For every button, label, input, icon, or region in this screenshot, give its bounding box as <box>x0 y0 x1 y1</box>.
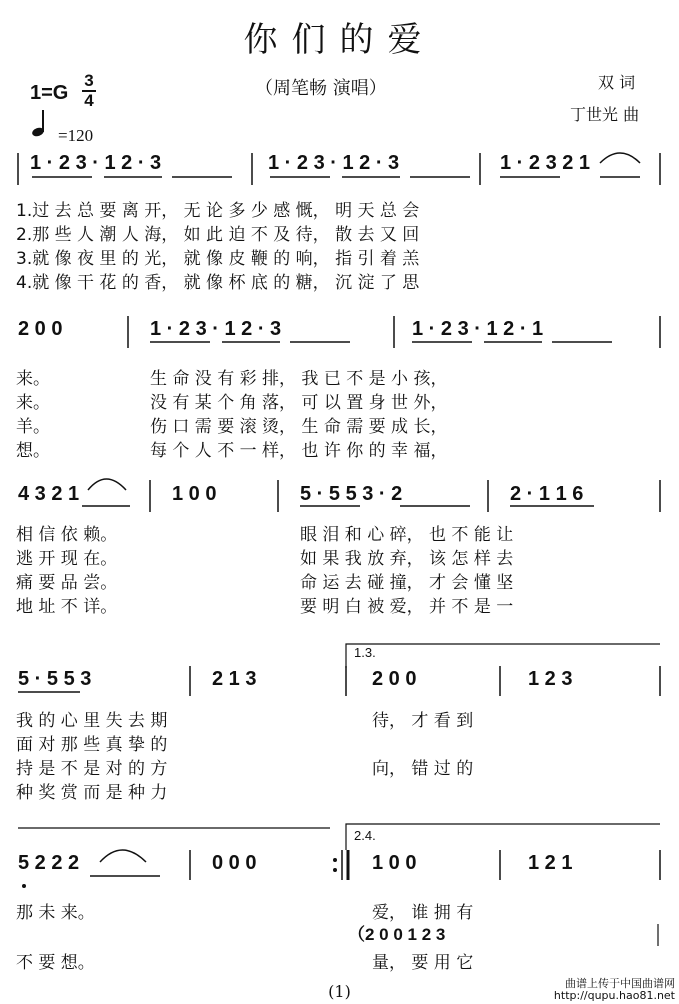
verse-2-line-1: 2.那 些 人 潮 人 海， 如 此 迫 不 及 待， 散 去 又 回 <box>16 225 420 245</box>
notation-bar-18: 1 2 1 <box>528 852 573 874</box>
page-number: (1) <box>328 982 351 1001</box>
verse-1-line-3a: 相 信 依 赖。 <box>16 525 118 545</box>
system-5-lines <box>0 820 679 890</box>
alternate-notation: （2 0 0 1 2 3 <box>348 925 446 944</box>
key-signature: 1=G <box>30 82 69 104</box>
watermark <box>554 978 675 1002</box>
system-3-lines <box>0 470 679 516</box>
volta-2: 2.4. <box>354 828 376 843</box>
verse-3-line-5b: 量， 要 用 它 <box>372 953 474 973</box>
tempo-marking: =120 <box>58 126 94 145</box>
notation-bar-14: 1 2 3 <box>528 668 573 690</box>
verse-1-line-5a: 那 未 来。 <box>16 903 95 923</box>
verse-3-line-3a: 痛 要 品 尝。 <box>16 573 118 593</box>
verse-4-line-2b: 每 个 人 不 一 样， 也 许 你 的 幸 福， <box>150 441 448 461</box>
composer-credit: 丁世光 曲 <box>570 105 640 124</box>
verse-3-line-2a: 羊。 <box>16 417 50 437</box>
volta-1: 1.3. <box>354 645 376 660</box>
notation-bar-4: 2 0 0 <box>18 318 63 340</box>
verse-1-line-3b: 眼 泪 和 心 碎， 也 不 能 让 <box>300 525 514 545</box>
verse-2-line-2b: 没 有 某 个 角 落， 可 以 置 身 世 外， <box>150 393 448 413</box>
verse-4-line-1: 4.就 像 干 花 的 香， 就 像 杯 底 的 糖， 沉 淀 了 思 <box>16 273 420 293</box>
verse-3-line-1: 3.就 像 夜 里 的 光， 就 像 皮 鞭 的 响， 指 引 着 羔 <box>16 249 420 269</box>
lyricist-credit: 双 词 <box>598 73 636 92</box>
performer-credit: （周笔畅 演唱） <box>255 78 387 99</box>
time-signature-denominator: 4 <box>84 91 94 110</box>
verse-2-line-2a: 来。 <box>16 393 50 413</box>
verse-1-line-2b: 生 命 没 有 彩 排， 我 已 不 是 小 孩， <box>150 369 448 389</box>
notation-bar-3: 1 · 2 3 2 1 <box>500 152 591 174</box>
notation-bar-7: 4 3 2 1 <box>18 483 80 505</box>
quarter-note-stem <box>42 110 44 132</box>
verse-3-line-2b: 伤 口 需 要 滚 烫， 生 命 需 要 成 长， <box>150 417 448 437</box>
verse-1-line-2a: 来。 <box>16 369 50 389</box>
notation-bar-10: 2 · 1 1 6 <box>510 483 584 505</box>
time-signature-numerator: 3 <box>84 71 94 90</box>
verse-4-line-4a: 种 奖 赏 而 是 种 力 <box>16 783 168 803</box>
notation-bar-17: 1 0 0 <box>372 852 417 874</box>
verse-2-line-3a: 逃 开 现 在。 <box>16 549 118 569</box>
verse-2-line-4a: 面 对 那 些 真 挚 的 <box>16 735 168 755</box>
watermark-line-2: http://qupu.hao81.net <box>553 989 675 1002</box>
notation-bar-6: 1 · 2 3 · 1 2 · 1 <box>412 318 544 340</box>
verse-1-line-4b: 待， 才 看 到 <box>372 711 474 731</box>
notation-bar-2: 1 · 2 3 · 1 2 · 3 <box>268 152 400 174</box>
alternate-notation-end-bar <box>640 920 670 950</box>
verse-3-line-4b: 向， 错 过 的 <box>372 759 474 779</box>
notation-bar-1: 1 · 2 3 · 1 2 · 3 <box>30 152 162 174</box>
system-4-lines <box>0 640 679 700</box>
verse-1-line-4a: 我 的 心 里 失 去 期 <box>16 711 168 731</box>
watermark-line-1: 曲谱上传于中国曲谱网 <box>565 977 675 990</box>
notation-bar-8: 1 0 0 <box>172 483 217 505</box>
verse-1-line-1: 1.过 去 总 要 离 开， 无 论 多 少 感 慨， 明 天 总 会 <box>16 201 420 221</box>
verse-3-line-3b: 命 运 去 碰 撞， 才 会 懂 坚 <box>300 573 514 593</box>
notation-bar-9: 5 · 5 5 3 · 2 <box>300 483 403 505</box>
verse-4-line-2a: 想。 <box>16 441 50 461</box>
notation-bar-11: 5 · 5 5 3 <box>18 668 92 690</box>
notation-bar-5: 1 · 2 3 · 1 2 · 3 <box>150 318 282 340</box>
verse-3-line-4a: 持 是 不 是 对 的 方 <box>16 759 168 779</box>
verse-1-line-5b: 爱， 谁 拥 有 <box>372 903 474 923</box>
notation-bar-13: 2 0 0 <box>372 668 417 690</box>
notation-bar-15: 5 2 2 2 <box>18 852 80 874</box>
song-title: 你们的爱 <box>243 20 436 60</box>
verse-2-line-3b: 如 果 我 放 弃， 该 怎 样 去 <box>300 549 514 569</box>
verse-3-line-5a: 不 要 想。 <box>16 953 95 973</box>
notation-bar-16: 0 0 0 <box>212 852 257 874</box>
verse-4-line-3a: 地 址 不 详。 <box>16 597 118 617</box>
system-1-lines <box>0 145 679 195</box>
notation-bar-12: 2 1 3 <box>212 668 257 690</box>
system-2-lines <box>0 312 679 352</box>
verse-4-line-3b: 要 明 白 被 爱， 并 不 是 一 <box>300 597 514 617</box>
time-signature <box>82 72 96 109</box>
